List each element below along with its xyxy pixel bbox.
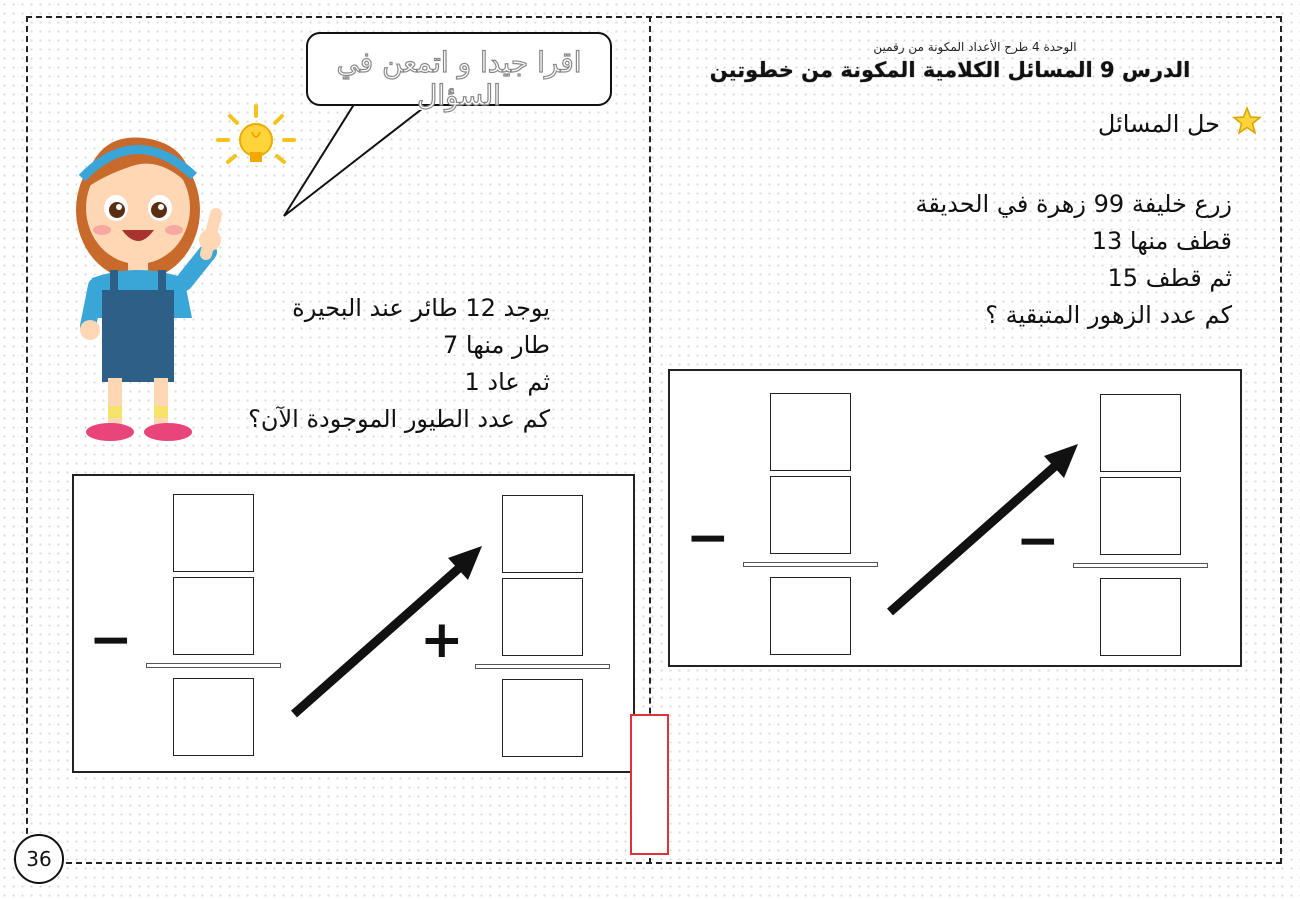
answer-square[interactable] — [770, 476, 851, 554]
answer-square[interactable] — [770, 577, 851, 655]
answer-square[interactable] — [1100, 578, 1181, 656]
problem-2-line: طار منها 7 — [442, 331, 550, 359]
answer-square[interactable] — [502, 578, 583, 656]
fraction-bar — [743, 562, 878, 567]
answer-square[interactable] — [173, 577, 254, 655]
minus-sign: − — [89, 610, 133, 670]
fraction-bar — [146, 663, 281, 668]
answer-square[interactable] — [502, 679, 583, 757]
answer-square[interactable] — [770, 393, 851, 471]
problem-2-text — [150, 290, 550, 438]
problem-2-line: ثم عاد 1 — [464, 368, 550, 396]
problem-2-line: يوجد 12 طائر عند البحيرة — [292, 294, 550, 322]
page-number: 36 — [14, 834, 64, 884]
answer-square[interactable] — [1100, 477, 1181, 555]
problem-1-line: قطف منها 13 — [1091, 227, 1232, 255]
problem-1-text — [812, 186, 1232, 334]
lesson-title: الدرس 9 المسائل الكلامية المكونة من خطوتين — [709, 58, 1191, 82]
problem-1-line: كم عدد الزهور المتبقية ؟ — [985, 301, 1232, 329]
speech-bubble-text: اقرا جيدا و اتمعن في السؤال — [336, 46, 582, 112]
fraction-bar — [1073, 563, 1208, 568]
answer-square[interactable] — [173, 678, 254, 756]
highlight-box — [630, 714, 669, 855]
problem-1-line: ثم قطف 15 — [1107, 264, 1232, 292]
star-icon — [1232, 106, 1262, 136]
instruction-label: حل المسائل — [1097, 110, 1220, 138]
answer-square[interactable] — [502, 495, 583, 573]
bubble-tail — [280, 96, 460, 220]
fraction-bar — [475, 664, 610, 669]
minus-sign: − — [686, 508, 730, 568]
answer-square[interactable] — [1100, 394, 1181, 472]
answer-square[interactable] — [173, 494, 254, 572]
problem-2-line: كم عدد الطيور الموجودة الآن؟ — [248, 405, 550, 433]
problem-1-line: زرع خليفة 99 زهرة في الحديقة — [915, 190, 1232, 218]
minus-sign: − — [1016, 511, 1060, 571]
plus-sign: + — [420, 610, 464, 670]
unit-title: الوحدة 4 طرح الأعداد المكونة من رقمين — [873, 40, 1077, 54]
